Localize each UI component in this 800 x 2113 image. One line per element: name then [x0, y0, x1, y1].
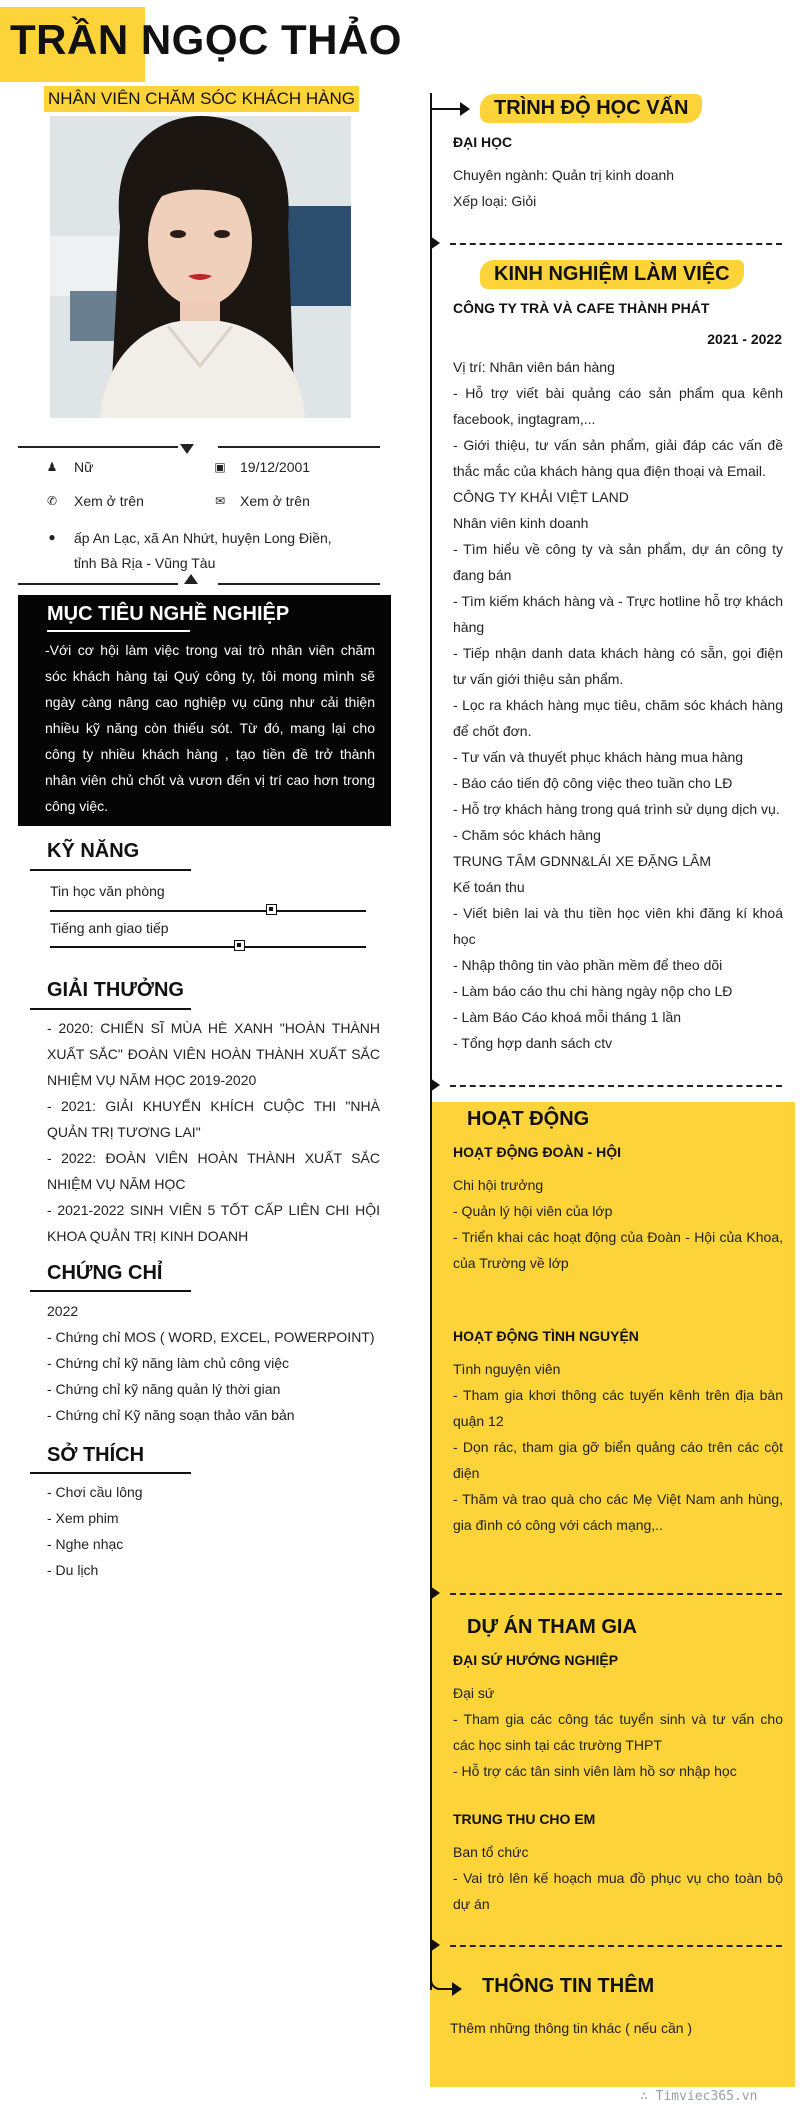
projects-title: DỰ ÁN THAM GIA [467, 1616, 637, 1638]
timeline-marker-3 [430, 1586, 440, 1600]
contact-gender: Nữ [74, 459, 94, 475]
site-watermark: ∴ Timviec365.vn [640, 2089, 758, 2104]
email-icon: ✉ [214, 494, 226, 508]
contact-birthday: 19/12/2001 [240, 459, 311, 475]
project2-title: TRUNG THU CHO EM [453, 1811, 596, 1827]
profile-photo [50, 116, 351, 418]
contact-address-line2: tỉnh Bà Rịa - Vũng Tàu [74, 555, 216, 571]
objective-title-underline [47, 630, 190, 632]
contact-divider-top [18, 446, 380, 448]
timeline-marker-4 [430, 1938, 440, 1952]
objective-text: -Với cơ hội làm việc trong vai trò nhân viên chăm sóc khách hàng tại Quý công ty, tôi mong mình sẽ ngày càng nâng cao nghiệp vụ cũng như cải thiện nhiều kỹ năng còn thiếu sót. Từ đó, mang lại cho công ty nhiều khách hàng , tạo tiền đề trở thành nhân viên chủ chốt và vươn đến vị trí cao hơn trong công việc. [45, 642, 375, 814]
certificates-title: CHỨNG CHỈ [47, 1262, 163, 1284]
timeline-arrow-more-info [452, 1982, 462, 1996]
skill-label-english: Tiếng anh giao tiếp [50, 920, 169, 936]
experience-title-badge [480, 260, 744, 289]
experience-text: Vị trí: Nhân viên bán hàng - Hỗ trợ viết bài quảng cáo sản phẩm qua kênh facebook, ingtagram,... - Giới thiệu, tư vấn sản phẩm, giải đáp các vấn đề thắc mắc của khách hàng qua điện thoại và Email. CÔNG TY KHẢI VIỆT LAND Nhân viên kinh doanh - Tìm hiểu về công ty và sản phẩm, dự án công ty đang bán - Tìm kiếm khách hàng và - Trực hotline hỗ trợ khách hàng - Tiếp nhận danh data khách hàng có sẵn, gọi điện tư vấn giới thiệu sản phẩm. - Lọc ra khách hàng mục tiêu, chăm sóc khách hàng để chốt đơn. - Tư vấn và thuyết phục khách hàng mua hàng - Báo cáo tiến độ công việc theo tuần cho LĐ - Hỗ trợ khách hàng trong quá trình sử dụng dịch vụ. - Chăm sóc khách hàng TRUNG TÂM GDNN&LÁI XE ĐẶNG LÂM Kế toán thu - Viết biên lai và thu tiền học viên khi đăng kí khoá học - Nhập thông tin vào phần mềm để theo dõi - Làm báo cáo thu chi hàng ngày nộp cho LĐ - Làm Báo Cáo khoá mỗi tháng 1 lần - Tổng hợp danh sách ctv [453, 359, 783, 1051]
contact-email: Xem ở trên [240, 493, 310, 509]
location-icon: ● [48, 530, 56, 544]
education-title-badge [480, 94, 702, 123]
section-separator-3 [450, 1593, 782, 1595]
section-separator-2 [450, 1085, 782, 1087]
activities-group1-text: Chi hội trưởng - Quản lý hội viên của lớp - Triển khai các hoạt động của Đoàn - Hội của Khoa, của Trường về lớp [453, 1177, 783, 1271]
timeline-arrow-education [460, 102, 470, 116]
skill-bar-english [50, 946, 366, 948]
contact-divider-bottom [18, 583, 380, 585]
phone-icon: ✆ [46, 494, 58, 508]
education-title: TRÌNH ĐỘ HỌC VẤN [494, 97, 689, 119]
candidate-role: NHÂN VIÊN CHĂM SÓC KHÁCH HÀNG [44, 86, 359, 112]
more-info-title: THÔNG TIN THÊM [482, 1975, 655, 1997]
candidate-name: TRẦN NGỌC THẢO [10, 16, 402, 63]
certificates-title-underline [30, 1290, 191, 1292]
timeline-hook-education [430, 108, 460, 110]
hobbies-title-underline [30, 1472, 191, 1474]
experience-title: KINH NGHIỆM LÀM VIỆC [494, 263, 730, 285]
project1-title: ĐẠI SỨ HƯỚNG NGHIỆP [453, 1652, 619, 1668]
awards-text: - 2020: CHIẾN SĨ MÙA HÈ XANH "HOÀN THÀNH XUẤT SẮC" ĐOÀN VIÊN HOÀN THÀNH XUẤT SẮC NHIỆM VỤ NĂM HỌC 2019-2020 - 2021: GIẢI KHUYẾN KHÍCH CUỘC THI "NHÀ QUẢN TRỊ TƯƠNG LAI" - 2022: ĐOÀN VIÊN HOÀN THÀNH XUẤT SẮC NHIỆM VỤ NĂM HỌC - 2021-2022 SINH VIÊN 5 TỐT CẤP LIÊN CHI HỘI KHOA QUẢN TRỊ KINH DOANH [47, 1020, 380, 1244]
skills-title: KỸ NĂNG [47, 840, 140, 862]
experience-period: 2021 - 2022 [707, 331, 782, 347]
calendar-icon: ▣ [214, 460, 226, 474]
activities-group2-title: HOẠT ĐỘNG TÌNH NGUYỆN [453, 1328, 639, 1344]
timeline-line [430, 93, 432, 1990]
education-text: Chuyên ngành: Quản trị kinh doanh Xếp loại: Giỏi [453, 167, 675, 209]
skill-label-office: Tin học văn phòng [50, 883, 165, 899]
contact-address-line1: ấp An Lạc, xã An Nhứt, huyện Long Điền, [74, 530, 332, 546]
objective-box [18, 595, 391, 826]
experience-company: CÔNG TY TRÀ VÀ CAFE THÀNH PHÁT [453, 300, 710, 316]
certificates-text: 2022 - Chứng chỉ MOS ( WORD, EXCEL, POWERPOINT) - Chứng chỉ kỹ năng làm chủ công việc - Chứng chỉ kỹ năng quản lý thời gian - Chứng chỉ Kỹ năng soạn thảo văn bản [47, 1303, 375, 1423]
hobbies-text: - Chơi cầu lông - Xem phim - Nghe nhạc - Du lịch [47, 1484, 143, 1578]
timeline-marker-2 [430, 1078, 440, 1092]
project2-text: Ban tổ chức - Vai trò lên kế hoạch mua đồ phục vụ cho toàn bộ dự án [453, 1844, 783, 1912]
skills-title-underline [30, 869, 191, 871]
timeline-marker-1 [430, 236, 440, 250]
timeline-hook-more-info [430, 1975, 452, 1990]
divider-triangle-down [180, 444, 194, 454]
project1-text: Đại sứ - Tham gia các công tác tuyển sinh và tư vấn cho các học sinh tại các trường THPT - Hỗ trợ các tân sinh viên làm hồ sơ nhập học [453, 1685, 783, 1779]
more-info-text: Thêm những thông tin khác ( nếu cần ) [450, 2020, 693, 2036]
activities-title: HOẠT ĐỘNG [467, 1108, 590, 1130]
skill-bar-office [50, 910, 366, 912]
education-school: ĐẠI HỌC [453, 134, 513, 150]
awards-title: GIẢI THƯỞNG [47, 979, 184, 1001]
contact-phone: Xem ở trên [74, 493, 144, 509]
hobbies-title: SỞ THÍCH [47, 1444, 145, 1466]
skill-level-english [234, 940, 245, 951]
objective-title: MỤC TIÊU NGHỀ NGHIỆP [47, 603, 290, 625]
awards-title-underline [30, 1008, 191, 1010]
section-separator-4 [450, 1945, 782, 1947]
divider-triangle-up [184, 574, 198, 584]
skill-level-office [266, 904, 277, 915]
gender-icon: ♟ [46, 460, 58, 474]
section-separator-1 [450, 243, 782, 245]
activities-group2-text: Tình nguyện viên - Tham gia khơi thông các tuyến kênh trên địa bàn quận 12 - Dọn rác, tham gia gỡ biển quảng cáo trên các cột điện - Thăm và trao quà cho các Mẹ Việt Nam anh hùng, gia đình có công với cách mạng,.. [453, 1361, 783, 1533]
activities-group1-title: HOẠT ĐỘNG ĐOÀN - HỘI [453, 1144, 621, 1160]
